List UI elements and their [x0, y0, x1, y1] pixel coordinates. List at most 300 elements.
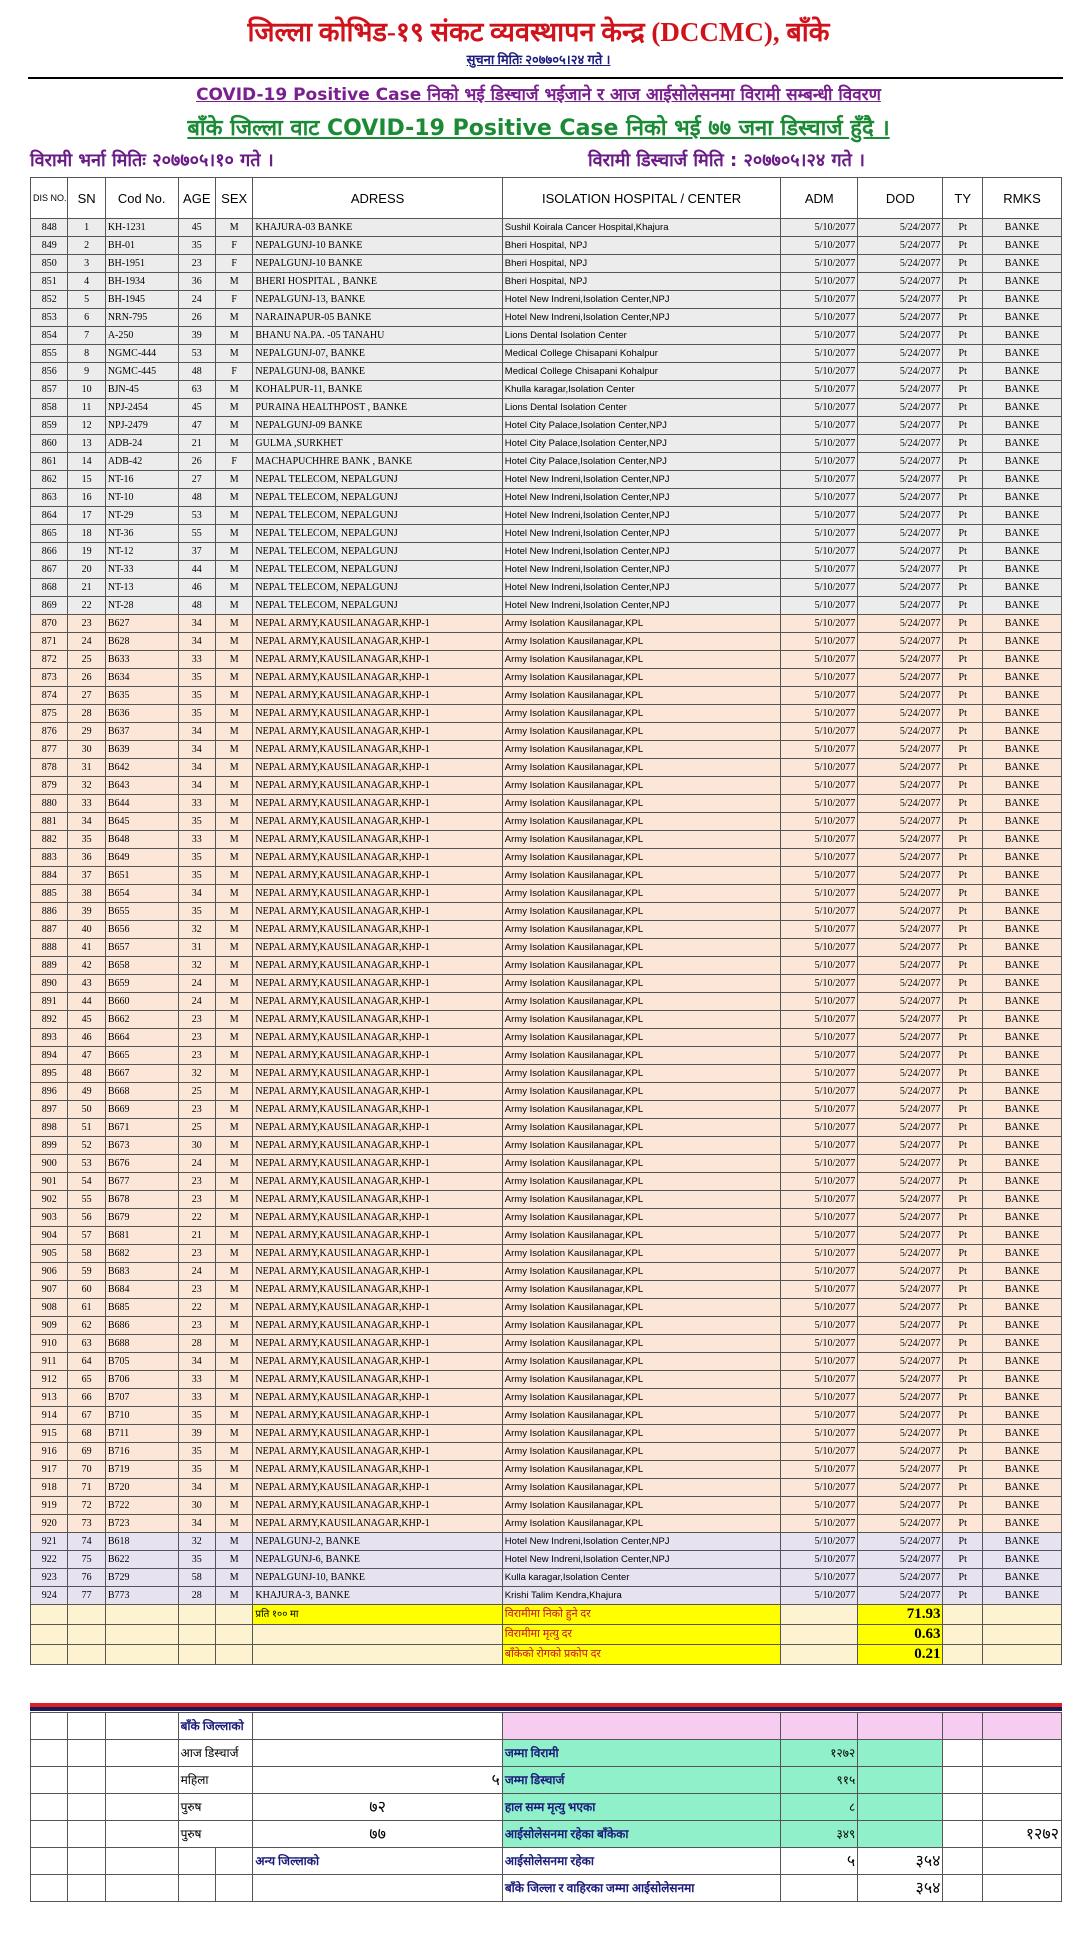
- cell-adm: 5/10/2077: [781, 219, 858, 237]
- col-sex: SEX: [215, 178, 252, 219]
- cell-age: 30: [178, 1137, 215, 1155]
- cell-hospital: Lions Dental Isolation Center: [502, 327, 781, 345]
- cell-ty: Pt: [943, 1137, 982, 1155]
- cell-sn: 63: [68, 1335, 105, 1353]
- cell-code: B682: [105, 1245, 178, 1263]
- cell-sn: 45: [68, 1011, 105, 1029]
- cell-dis: 848: [31, 219, 68, 237]
- cell-dis: 874: [31, 687, 68, 705]
- cell-dis: 868: [31, 579, 68, 597]
- cell-code: B729: [105, 1569, 178, 1587]
- color-divider: [30, 1703, 1062, 1711]
- cell-age: 28: [178, 1335, 215, 1353]
- cell-dis: 854: [31, 327, 68, 345]
- cell-sn: 33: [68, 795, 105, 813]
- table-row: [31, 687, 1062, 705]
- cell-rmks: BANKE: [982, 561, 1061, 579]
- cell-age: 46: [178, 579, 215, 597]
- cell-hospital: Army Isolation Kausilanagar,KPL: [502, 1299, 781, 1317]
- cell-address: NEPAL ARMY,KAUSILANAGAR,KHP-1: [253, 1281, 502, 1299]
- cell-ty: Pt: [943, 957, 982, 975]
- cell-address: NEPAL ARMY,KAUSILANAGAR,KHP-1: [253, 1137, 502, 1155]
- notice-date: सुचना मितिः २०७७०५।२४ गते ।: [466, 52, 611, 67]
- cell-dis: 881: [31, 813, 68, 831]
- cell-hospital: Hotel New Indreni,Isolation Center,NPJ: [502, 543, 781, 561]
- cell-age: 33: [178, 1371, 215, 1389]
- cell-rmks: BANKE: [982, 309, 1061, 327]
- table-row: [31, 489, 1062, 507]
- cell-sex: M: [215, 543, 252, 561]
- cell-sex: M: [215, 633, 252, 651]
- col-rmks: RMKS: [982, 178, 1061, 219]
- rate-label: बाँकेको रोगको प्रकोप दर: [502, 1645, 781, 1665]
- cell-rmks: BANKE: [982, 939, 1061, 957]
- cell-dis: 901: [31, 1173, 68, 1191]
- cell-adm: 5/10/2077: [781, 993, 858, 1011]
- cell-dis: 890: [31, 975, 68, 993]
- cell-dis: 911: [31, 1353, 68, 1371]
- cell-adm: 5/10/2077: [781, 1263, 858, 1281]
- table-row: [31, 1443, 1062, 1461]
- cell-age: 26: [178, 309, 215, 327]
- cell-dis: 850: [31, 255, 68, 273]
- cell-sex: M: [215, 1299, 252, 1317]
- cell-sex: M: [215, 579, 252, 597]
- table-row: [31, 1461, 1062, 1479]
- table-row: [31, 435, 1062, 453]
- table-row: [31, 993, 1062, 1011]
- cell-dod: 5/24/2077: [858, 759, 943, 777]
- cell-address: NEPAL ARMY,KAUSILANAGAR,KHP-1: [253, 957, 502, 975]
- cell-age: 35: [178, 237, 215, 255]
- cell-sex: M: [215, 867, 252, 885]
- cell-address: NEPAL ARMY,KAUSILANAGAR,KHP-1: [253, 669, 502, 687]
- cell-rmks: BANKE: [982, 993, 1061, 1011]
- cell-code: NT-36: [105, 525, 178, 543]
- cell-dis: 918: [31, 1479, 68, 1497]
- cell-rmks: BANKE: [982, 759, 1061, 777]
- cell-sex: M: [215, 1425, 252, 1443]
- cell-age: 24: [178, 291, 215, 309]
- table-row: [31, 975, 1062, 993]
- cell-hospital: Army Isolation Kausilanagar,KPL: [502, 1137, 781, 1155]
- cell-age: 22: [178, 1209, 215, 1227]
- cell-code: B720: [105, 1479, 178, 1497]
- cell-sex: M: [215, 1173, 252, 1191]
- cell-age: 34: [178, 885, 215, 903]
- cell-rmks: BANKE: [982, 831, 1061, 849]
- cell-dis: 856: [31, 363, 68, 381]
- cell-adm: 5/10/2077: [781, 885, 858, 903]
- cell-dod: 5/24/2077: [858, 1371, 943, 1389]
- cell-ty: Pt: [943, 1353, 982, 1371]
- cell-rmks: BANKE: [982, 1497, 1061, 1515]
- cell-sex: M: [215, 1551, 252, 1569]
- table-row: [31, 1227, 1062, 1245]
- cell-address: MACHAPUCHHRE BANK , BANKE: [253, 453, 502, 471]
- cell-sex: M: [215, 273, 252, 291]
- cell-rmks: BANKE: [982, 1101, 1061, 1119]
- cell-hospital: Army Isolation Kausilanagar,KPL: [502, 723, 781, 741]
- cell-code: B655: [105, 903, 178, 921]
- cell-code: B639: [105, 741, 178, 759]
- cell-hospital: Army Isolation Kausilanagar,KPL: [502, 1479, 781, 1497]
- cell-age: 23: [178, 1047, 215, 1065]
- cell-address: NEPAL TELECOM, NEPALGUNJ: [253, 525, 502, 543]
- cell-code: B676: [105, 1155, 178, 1173]
- cell-hospital: Army Isolation Kausilanagar,KPL: [502, 831, 781, 849]
- cell-code: B644: [105, 795, 178, 813]
- cell-ty: Pt: [943, 615, 982, 633]
- cell-address: NEPAL ARMY,KAUSILANAGAR,KHP-1: [253, 1227, 502, 1245]
- cell-sn: 44: [68, 993, 105, 1011]
- col-ty: TY: [943, 178, 982, 219]
- cell-ty: Pt: [943, 417, 982, 435]
- cell-ty: Pt: [943, 399, 982, 417]
- cell-sex: M: [215, 705, 252, 723]
- cell-sn: 73: [68, 1515, 105, 1533]
- cell-age: 25: [178, 1083, 215, 1101]
- cell-ty: Pt: [943, 669, 982, 687]
- cell-rmks: BANKE: [982, 435, 1061, 453]
- cell-adm: 5/10/2077: [781, 489, 858, 507]
- cell-dis: 897: [31, 1101, 68, 1119]
- cell-rmks: BANKE: [982, 1245, 1061, 1263]
- cell-sex: F: [215, 453, 252, 471]
- cell-dis: 905: [31, 1245, 68, 1263]
- cell-sex: M: [215, 507, 252, 525]
- cell-adm: 5/10/2077: [781, 327, 858, 345]
- table-row: [31, 309, 1062, 327]
- cell-hospital: Army Isolation Kausilanagar,KPL: [502, 1335, 781, 1353]
- cell-hospital: Bheri Hospital, NPJ: [502, 237, 781, 255]
- cell-hospital: Army Isolation Kausilanagar,KPL: [502, 867, 781, 885]
- cell-sn: 3: [68, 255, 105, 273]
- cell-hospital: Hotel New Indreni,Isolation Center,NPJ: [502, 597, 781, 615]
- cell-dod: 5/24/2077: [858, 1389, 943, 1407]
- cell-dis: 906: [31, 1263, 68, 1281]
- cell-sex: M: [215, 777, 252, 795]
- cell-adm: 5/10/2077: [781, 237, 858, 255]
- cell-dis: 907: [31, 1281, 68, 1299]
- cell-sn: 8: [68, 345, 105, 363]
- summary-row: [31, 1848, 1062, 1875]
- cell-address: NEPAL ARMY,KAUSILANAGAR,KHP-1: [253, 1299, 502, 1317]
- cell-sn: 48: [68, 1065, 105, 1083]
- cell-sn: 32: [68, 777, 105, 795]
- cell-code: B673: [105, 1137, 178, 1155]
- cell-sex: M: [215, 345, 252, 363]
- cell-age: 44: [178, 561, 215, 579]
- cell-adm: 5/10/2077: [781, 687, 858, 705]
- cell-rmks: BANKE: [982, 507, 1061, 525]
- cell-ty: Pt: [943, 1263, 982, 1281]
- cell-sex: M: [215, 921, 252, 939]
- cell-hospital: Army Isolation Kausilanagar,KPL: [502, 615, 781, 633]
- cell-sn: 71: [68, 1479, 105, 1497]
- cell-age: 48: [178, 489, 215, 507]
- table-row: [31, 867, 1062, 885]
- table-header: [31, 178, 1062, 219]
- cell-dod: 5/24/2077: [858, 1209, 943, 1227]
- cell-address: NEPAL ARMY,KAUSILANAGAR,KHP-1: [253, 741, 502, 759]
- table-row: [31, 1245, 1062, 1263]
- per-100-label: प्रति १०० मा: [253, 1605, 502, 1625]
- cell-age: 31: [178, 939, 215, 957]
- cell-sn: 21: [68, 579, 105, 597]
- cell-address: NEPAL ARMY,KAUSILANAGAR,KHP-1: [253, 795, 502, 813]
- cell-code: B658: [105, 957, 178, 975]
- cell-sn: 75: [68, 1551, 105, 1569]
- cell-hospital: Army Isolation Kausilanagar,KPL: [502, 777, 781, 795]
- total-patients-value: १२७२: [781, 1740, 858, 1767]
- cell-rmks: BANKE: [982, 921, 1061, 939]
- cell-rmks: BANKE: [982, 399, 1061, 417]
- summary-row: [31, 1767, 1062, 1794]
- cell-sex: M: [215, 741, 252, 759]
- cell-dis: 849: [31, 237, 68, 255]
- cell-sn: 16: [68, 489, 105, 507]
- cell-sex: M: [215, 525, 252, 543]
- cell-hospital: Army Isolation Kausilanagar,KPL: [502, 1497, 781, 1515]
- total-discharge-label: जम्मा डिस्चार्ज: [502, 1767, 781, 1794]
- cell-adm: 5/10/2077: [781, 1047, 858, 1065]
- cell-age: 35: [178, 705, 215, 723]
- cell-code: B662: [105, 1011, 178, 1029]
- cell-age: 32: [178, 957, 215, 975]
- cell-sn: 51: [68, 1119, 105, 1137]
- cell-hospital: Army Isolation Kausilanagar,KPL: [502, 1281, 781, 1299]
- cell-rmks: BANKE: [982, 849, 1061, 867]
- cell-sex: M: [215, 1029, 252, 1047]
- cell-sn: 15: [68, 471, 105, 489]
- cell-dis: 887: [31, 921, 68, 939]
- table-row: [31, 237, 1062, 255]
- cell-address: NEPAL ARMY,KAUSILANAGAR,KHP-1: [253, 1497, 502, 1515]
- cell-age: 32: [178, 1533, 215, 1551]
- cell-ty: Pt: [943, 849, 982, 867]
- cell-age: 39: [178, 1425, 215, 1443]
- cell-adm: 5/10/2077: [781, 921, 858, 939]
- cell-address: NEPAL ARMY,KAUSILANAGAR,KHP-1: [253, 1479, 502, 1497]
- cell-hospital: Army Isolation Kausilanagar,KPL: [502, 1065, 781, 1083]
- cell-code: B707: [105, 1389, 178, 1407]
- cell-ty: Pt: [943, 723, 982, 741]
- cell-code: B688: [105, 1335, 178, 1353]
- cell-sn: 19: [68, 543, 105, 561]
- cell-code: NGMC-445: [105, 363, 178, 381]
- cell-code: NT-29: [105, 507, 178, 525]
- cell-address: NEPALGUNJ-2, BANKE: [253, 1533, 502, 1551]
- cell-sn: 13: [68, 435, 105, 453]
- cell-code: B677: [105, 1173, 178, 1191]
- cell-dod: 5/24/2077: [858, 1533, 943, 1551]
- cell-hospital: Army Isolation Kausilanagar,KPL: [502, 1263, 781, 1281]
- cell-dod: 5/24/2077: [858, 921, 943, 939]
- cell-ty: Pt: [943, 597, 982, 615]
- cell-address: NEPAL ARMY,KAUSILANAGAR,KHP-1: [253, 1047, 502, 1065]
- cell-hospital: Hotel City Palace,Isolation Center,NPJ: [502, 453, 781, 471]
- table-row: [31, 1479, 1062, 1497]
- cell-age: 33: [178, 795, 215, 813]
- cell-code: B773: [105, 1587, 178, 1605]
- cell-ty: Pt: [943, 309, 982, 327]
- cell-ty: Pt: [943, 579, 982, 597]
- cell-sn: 27: [68, 687, 105, 705]
- cell-sn: 57: [68, 1227, 105, 1245]
- cell-rmks: BANKE: [982, 1155, 1061, 1173]
- cell-sn: 65: [68, 1371, 105, 1389]
- cell-rmks: BANKE: [982, 813, 1061, 831]
- cell-code: B667: [105, 1065, 178, 1083]
- cell-sn: 34: [68, 813, 105, 831]
- cell-sn: 24: [68, 633, 105, 651]
- cell-code: B679: [105, 1209, 178, 1227]
- cell-address: NEPALGUNJ-10 BANKE: [253, 237, 502, 255]
- cell-address: NEPAL ARMY,KAUSILANAGAR,KHP-1: [253, 777, 502, 795]
- cell-address: BHERI HOSPITAL , BANKE: [253, 273, 502, 291]
- cell-hospital: Bheri Hospital, NPJ: [502, 273, 781, 291]
- cell-ty: Pt: [943, 453, 982, 471]
- cell-address: NEPAL ARMY,KAUSILANAGAR,KHP-1: [253, 939, 502, 957]
- cell-hospital: Kulla karagar,Isolation Center: [502, 1569, 781, 1587]
- cell-hospital: Army Isolation Kausilanagar,KPL: [502, 795, 781, 813]
- cell-code: B654: [105, 885, 178, 903]
- cell-rmks: BANKE: [982, 273, 1061, 291]
- cell-ty: Pt: [943, 1533, 982, 1551]
- cell-sn: 76: [68, 1569, 105, 1587]
- cell-age: 48: [178, 363, 215, 381]
- cell-dis: 857: [31, 381, 68, 399]
- cell-hospital: Army Isolation Kausilanagar,KPL: [502, 1191, 781, 1209]
- table-row: [31, 1515, 1062, 1533]
- cell-dod: 5/24/2077: [858, 1173, 943, 1191]
- table-row: [31, 345, 1062, 363]
- cell-rmks: BANKE: [982, 1479, 1061, 1497]
- cell-age: 23: [178, 1029, 215, 1047]
- cell-address: NEPAL ARMY,KAUSILANAGAR,KHP-1: [253, 1443, 502, 1461]
- subtitle: COVID-19 Positive Case निको भई डिस्चार्ज भईजाने र आज आईसोलेसनमा विरामी सम्बन्धी विवरण: [196, 85, 881, 105]
- cell-rmks: BANKE: [982, 1569, 1061, 1587]
- cell-rmks: BANKE: [982, 651, 1061, 669]
- cell-sn: 59: [68, 1263, 105, 1281]
- cell-hospital: Army Isolation Kausilanagar,KPL: [502, 705, 781, 723]
- cell-sn: 60: [68, 1281, 105, 1299]
- cell-age: 24: [178, 975, 215, 993]
- cell-ty: Pt: [943, 1335, 982, 1353]
- cell-rmks: BANKE: [982, 1299, 1061, 1317]
- table-row: [31, 939, 1062, 957]
- cell-sex: M: [215, 1119, 252, 1137]
- table-row: [31, 1569, 1062, 1587]
- cell-sn: 29: [68, 723, 105, 741]
- cell-address: NEPAL ARMY,KAUSILANAGAR,KHP-1: [253, 867, 502, 885]
- cell-adm: 5/10/2077: [781, 1407, 858, 1425]
- summary-table: [30, 1712, 1062, 1902]
- cell-dod: 5/24/2077: [858, 1083, 943, 1101]
- cell-rmks: BANKE: [982, 615, 1061, 633]
- cell-hospital: Army Isolation Kausilanagar,KPL: [502, 1443, 781, 1461]
- cell-adm: 5/10/2077: [781, 1317, 858, 1335]
- cell-code: B637: [105, 723, 178, 741]
- cell-code: B649: [105, 849, 178, 867]
- cell-code: B711: [105, 1425, 178, 1443]
- cell-rmks: BANKE: [982, 885, 1061, 903]
- isolation-banke-value: ३४९: [781, 1821, 858, 1848]
- rate-label: विरामीमा मृत्यु दर: [502, 1625, 781, 1645]
- cell-dod: 5/24/2077: [858, 939, 943, 957]
- cell-ty: Pt: [943, 345, 982, 363]
- cell-adm: 5/10/2077: [781, 255, 858, 273]
- cell-dis: 909: [31, 1317, 68, 1335]
- rate-value: 71.93: [858, 1605, 943, 1625]
- table-row: [31, 1551, 1062, 1569]
- cell-age: 35: [178, 849, 215, 867]
- discharge-table: [30, 177, 1062, 1665]
- cell-adm: 5/10/2077: [781, 939, 858, 957]
- table-row: [31, 1425, 1062, 1443]
- cell-dis: 870: [31, 615, 68, 633]
- cell-age: 34: [178, 1515, 215, 1533]
- cell-dis: 899: [31, 1137, 68, 1155]
- cell-sn: 64: [68, 1353, 105, 1371]
- cell-age: 47: [178, 417, 215, 435]
- cell-dis: 879: [31, 777, 68, 795]
- cell-dod: 5/24/2077: [858, 795, 943, 813]
- cell-address: NEPAL ARMY,KAUSILANAGAR,KHP-1: [253, 1155, 502, 1173]
- cell-code: BH-01: [105, 237, 178, 255]
- cell-rmks: BANKE: [982, 1137, 1061, 1155]
- cell-code: ADB-42: [105, 453, 178, 471]
- cell-ty: Pt: [943, 471, 982, 489]
- table-row: [31, 1299, 1062, 1317]
- cell-hospital: Hotel New Indreni,Isolation Center,NPJ: [502, 579, 781, 597]
- table-row: [31, 1137, 1062, 1155]
- cell-sex: M: [215, 1263, 252, 1281]
- cell-adm: 5/10/2077: [781, 1353, 858, 1371]
- table-row: [31, 525, 1062, 543]
- cell-sex: M: [215, 1047, 252, 1065]
- isolation-value: ५: [781, 1848, 858, 1875]
- cell-adm: 5/10/2077: [781, 543, 858, 561]
- table-row: [31, 849, 1062, 867]
- cell-rmks: BANKE: [982, 381, 1061, 399]
- cell-ty: Pt: [943, 1371, 982, 1389]
- cell-sex: M: [215, 1371, 252, 1389]
- cell-sex: M: [215, 1245, 252, 1263]
- cell-rmks: BANKE: [982, 345, 1061, 363]
- female-value: ५: [253, 1767, 502, 1794]
- cell-adm: 5/10/2077: [781, 615, 858, 633]
- cell-adm: 5/10/2077: [781, 1083, 858, 1101]
- cell-adm: 5/10/2077: [781, 1515, 858, 1533]
- cell-dod: 5/24/2077: [858, 1263, 943, 1281]
- table-row: [31, 255, 1062, 273]
- cell-rmks: BANKE: [982, 1209, 1061, 1227]
- cell-hospital: Hotel New Indreni,Isolation Center,NPJ: [502, 507, 781, 525]
- cell-hospital: Army Isolation Kausilanagar,KPL: [502, 1425, 781, 1443]
- cell-ty: Pt: [943, 561, 982, 579]
- cell-sn: 54: [68, 1173, 105, 1191]
- table-row: [31, 1119, 1062, 1137]
- table-row: [31, 795, 1062, 813]
- cell-adm: 5/10/2077: [781, 435, 858, 453]
- cell-sex: M: [215, 1083, 252, 1101]
- table-row: [31, 1173, 1062, 1191]
- cell-dod: 5/24/2077: [858, 435, 943, 453]
- cell-adm: 5/10/2077: [781, 903, 858, 921]
- cell-dis: 920: [31, 1515, 68, 1533]
